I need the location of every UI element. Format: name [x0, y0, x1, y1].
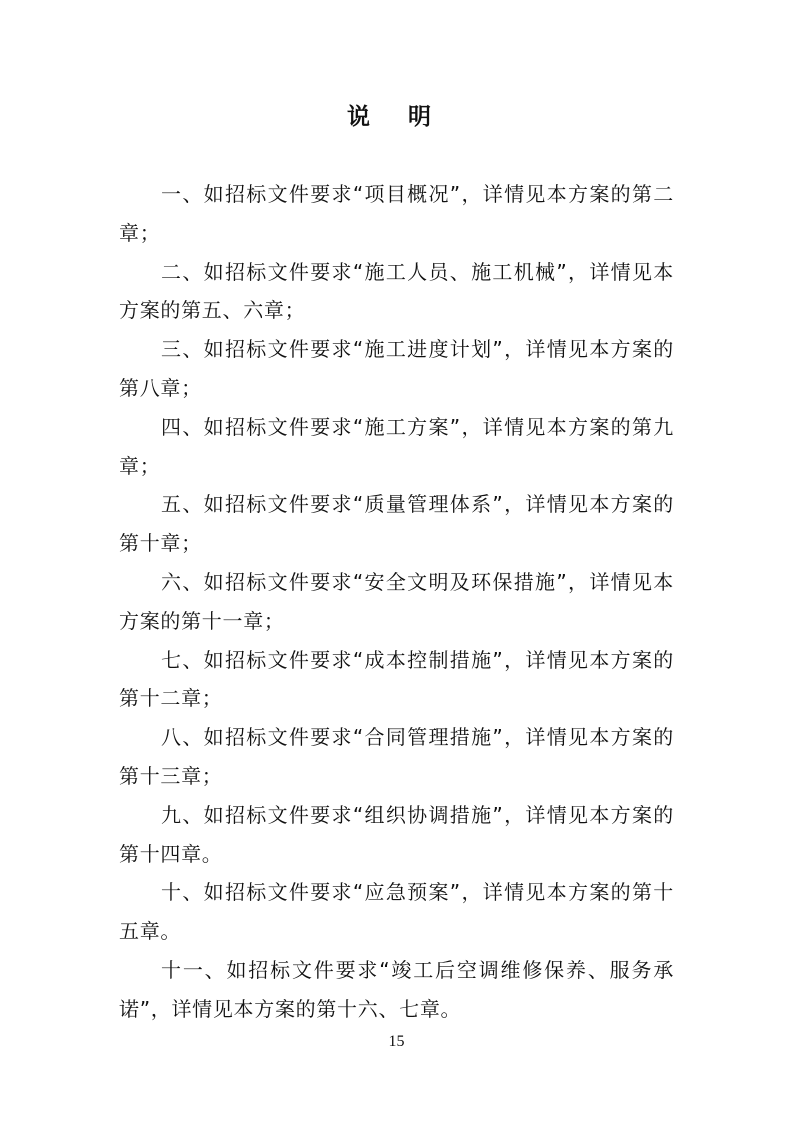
page-number: 15 [388, 1033, 405, 1050]
list-item: 三、如招标文件要求“施工进度计划”，详情见本方案的第八章； [119, 337, 674, 400]
document-body [119, 175, 674, 1029]
list-item: 六、如招标文件要求“安全文明及环保措施”，详情见本方案的第十一章； [119, 569, 674, 633]
list-item: 十一、如招标文件要求“竣工后空调维修保养、服务承诺”，详情见本方案的第十六、七章。 [119, 957, 674, 1021]
list-item: 四、如招标文件要求“施工方案”，详情见本方案的第九章； [119, 414, 674, 478]
list-item: 二、如招标文件要求“施工人员、施工机械”，详情见本方案的第五、六章； [119, 259, 674, 323]
list-item: 一、如招标文件要求“项目概况”，详情见本方案的第二章； [119, 182, 674, 245]
list-item: 十、如招标文件要求“应急预案”，详情见本方案的第十五章。 [119, 880, 674, 944]
list-item: 五、如招标文件要求“质量管理体系”，详情见本方案的第十章； [119, 492, 674, 556]
list-item: 九、如招标文件要求“组织协调措施”，详情见本方案的第十四章。 [119, 802, 674, 866]
list-item: 七、如招标文件要求“成本控制措施”，详情见本方案的第十二章； [119, 647, 674, 711]
page-title: 说 明 [346, 104, 446, 130]
list-item: 八、如招标文件要求“合同管理措施”，详情见本方案的第十三章； [119, 725, 674, 788]
